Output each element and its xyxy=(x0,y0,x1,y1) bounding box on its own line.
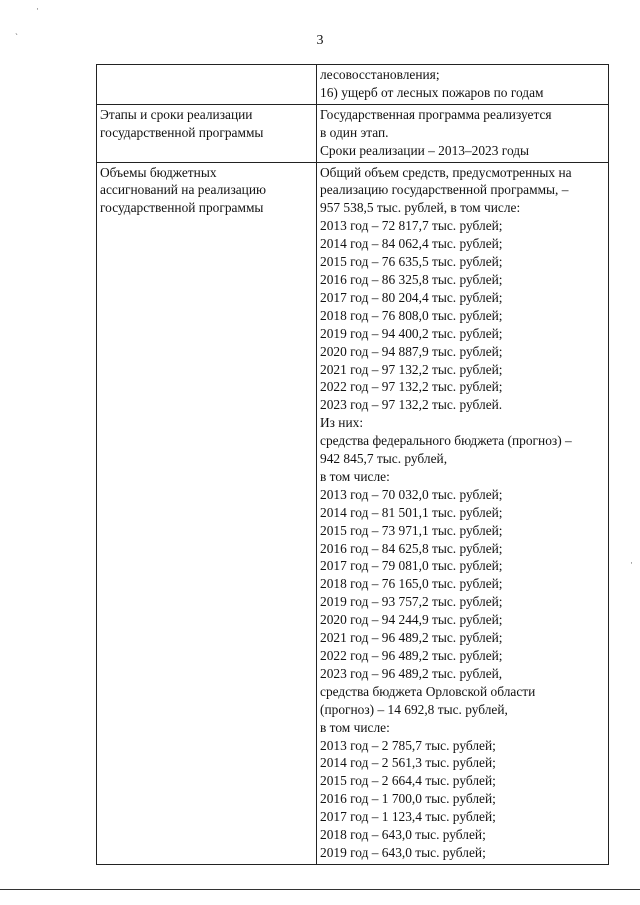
row-label-cell xyxy=(97,162,317,864)
text-line: 2017 год – 1 123,4 тыс. рублей; xyxy=(320,809,496,825)
text-line: 2018 год – 76 165,0 тыс. рублей; xyxy=(320,576,503,592)
text-line: 2016 год – 86 325,8 тыс. рублей; xyxy=(320,271,503,287)
scan-speck: · xyxy=(630,558,633,568)
text-line: Общий объем средств, предусмотренных на xyxy=(320,164,572,180)
row-content-cell xyxy=(317,162,609,864)
page-number: 3 xyxy=(316,33,324,48)
text-line: 2018 год – 76 808,0 тыс. рублей; xyxy=(320,307,503,323)
text-line: Из них: xyxy=(320,415,364,431)
text-line: 2019 год – 94 400,2 тыс. рублей; xyxy=(320,325,503,341)
text-line: в том числе: xyxy=(320,468,390,484)
text-line: 2022 год – 96 489,2 тыс. рублей; xyxy=(320,648,503,663)
text-line: 942 845,7 тыс. рублей, xyxy=(320,451,448,467)
text-line: 2016 год – 84 625,8 тыс. рублей; xyxy=(320,540,503,556)
text-line: 2019 год – 643,0 тыс. рублей; xyxy=(320,844,486,860)
text-line: лесовосстановления; xyxy=(320,67,440,82)
text-line: 2021 год – 97 132,2 тыс. рублей; xyxy=(320,361,503,377)
text-line: Объемы бюджетных xyxy=(100,164,217,180)
text-line: 957 538,5 тыс. рублей, в том числе: xyxy=(320,200,521,216)
text-line: 2013 год – 2 785,7 тыс. рублей; xyxy=(320,737,496,753)
scan-speck: · xyxy=(36,4,39,14)
row-label-cell xyxy=(97,104,317,162)
text-line: средства федерального бюджета (прогноз) – xyxy=(320,433,572,449)
text-line: Этапы и сроки реализации xyxy=(100,106,253,122)
text-line: Сроки реализации – 2013–2023 годы xyxy=(320,142,530,158)
table-row xyxy=(97,104,609,162)
text-line: 2014 год – 84 062,4 тыс. рублей; xyxy=(320,236,503,252)
text-line: 2014 год – 81 501,1 тыс. рублей; xyxy=(320,504,503,520)
text-line: 2018 год – 643,0 тыс. рублей; xyxy=(320,827,486,843)
text-line: 2015 год – 73 971,1 тыс. рублей; xyxy=(320,522,503,538)
program-passport-table xyxy=(96,64,609,865)
text-line: средства бюджета Орловской области xyxy=(320,683,536,699)
text-line: ассигнований на реализацию xyxy=(100,182,267,198)
text-line: 2017 год – 80 204,4 тыс. рублей; xyxy=(320,289,503,305)
text-line: реализацию государственной программы, – xyxy=(320,182,569,198)
text-line: 2015 год – 76 635,5 тыс. рублей; xyxy=(320,254,503,270)
text-line: 2014 год – 2 561,3 тыс. рублей; xyxy=(320,755,496,771)
text-line: государственной программы xyxy=(100,124,264,140)
table-body xyxy=(97,65,609,865)
text-line: 2017 год – 79 081,0 тыс. рублей; xyxy=(320,558,503,574)
text-line: Государственная программа реализуется xyxy=(320,106,552,122)
text-line: 2021 год – 96 489,2 тыс. рублей; xyxy=(320,630,503,646)
text-line: в один этап. xyxy=(320,124,389,140)
text-line: в том числе: xyxy=(320,719,390,735)
text-line: 2020 год – 94 244,9 тыс. рублей; xyxy=(320,612,503,628)
text-line: 2023 год – 97 132,2 тыс. рублей. xyxy=(320,397,503,413)
text-line: 2019 год – 93 757,2 тыс. рублей; xyxy=(320,594,503,610)
text-line: 2016 год – 1 700,0 тыс. рублей; xyxy=(320,791,496,807)
text-line: 16) ущерб от лесных пожаров по годам xyxy=(320,84,544,100)
text-line: 2013 год – 70 032,0 тыс. рублей; xyxy=(320,486,503,502)
table-row xyxy=(97,162,609,864)
scan-speck: ` xyxy=(15,32,18,42)
text-line: 2023 год – 96 489,2 тыс. рублей, xyxy=(320,665,503,681)
row-label-cell xyxy=(97,65,317,105)
text-line: 2015 год – 2 664,4 тыс. рублей; xyxy=(320,773,496,789)
text-line: 2013 год – 72 817,7 тыс. рублей; xyxy=(320,218,503,234)
text-line: 2020 год – 94 887,9 тыс. рублей; xyxy=(320,343,503,359)
row-content-cell xyxy=(317,104,609,162)
text-line: (прогноз) – 14 692,8 тыс. рублей, xyxy=(320,701,508,717)
table-row xyxy=(97,65,609,105)
bottom-edge-line xyxy=(0,889,640,890)
text-line: 2022 год – 97 132,2 тыс. рублей; xyxy=(320,379,503,395)
text-line: государственной программы xyxy=(100,200,264,216)
row-content-cell xyxy=(317,65,609,105)
